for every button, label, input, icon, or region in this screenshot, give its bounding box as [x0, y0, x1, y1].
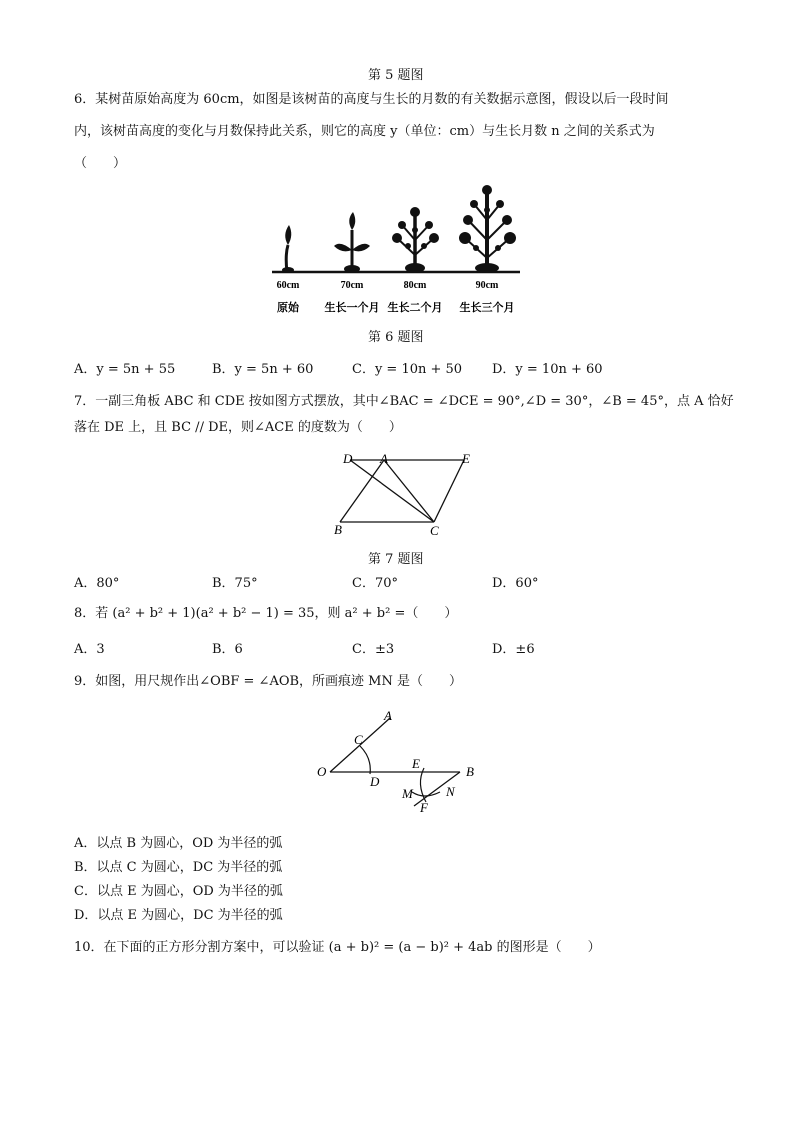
- point-C: C: [430, 523, 439, 538]
- month-label-2: 生长二个月: [387, 301, 443, 314]
- height-label-2: 80cm: [403, 280, 427, 291]
- point-A9: A: [384, 708, 392, 723]
- q6-option-a: A．y = 5n + 55: [74, 362, 176, 377]
- q9-line: 9．如图，用尺规作出∠OBF = ∠AOB，所画痕迹 MN 是（ ）: [74, 674, 462, 689]
- fig7-caption: 第 7 题图: [368, 552, 424, 567]
- q8-option-b: B．6: [212, 642, 243, 657]
- q9-option-b: B．以点 C 为圆心，DC 为半径的弧: [74, 860, 283, 875]
- fig5-caption: 第 5 题图: [368, 68, 424, 83]
- q9-option-d: D．以点 E 为圆心，DC 为半径的弧: [74, 908, 283, 923]
- q7-triangle-figure: [326, 448, 486, 540]
- point-A: A: [380, 451, 388, 466]
- point-E9: E: [412, 756, 420, 771]
- q9-construction-figure: [312, 706, 492, 818]
- month-label-1: 生长一个月: [324, 301, 380, 314]
- point-M9: M: [402, 786, 413, 801]
- q7-line2: 落在 DE 上，且 BC // DE，则∠ACE 的度数为（ ）: [74, 420, 402, 435]
- height-label-3: 90cm: [475, 280, 499, 291]
- point-B9: B: [466, 764, 474, 779]
- fig6-caption: 第 6 题图: [368, 330, 424, 345]
- tree-1: [334, 212, 370, 273]
- q7-option-a: A．80°: [74, 576, 120, 591]
- q6-option-d: D．y = 10n + 60: [492, 362, 603, 377]
- q6-tree-figure: [262, 180, 532, 320]
- q7-option-c: C．70°: [352, 576, 398, 591]
- q6-line1: 6．某树苗原始高度为 60cm，如图是该树苗的高度与生长的月数的有关数据示意图，假设以后一段时间: [74, 92, 669, 107]
- point-B: B: [334, 522, 342, 537]
- q6-option-b: B．y = 5n + 60: [212, 362, 314, 377]
- q7-option-d: D．60°: [492, 576, 539, 591]
- height-label-1: 70cm: [340, 280, 364, 291]
- point-D9: D: [370, 774, 380, 789]
- q9-option-a: A．以点 B 为圆心，OD 为半径的弧: [74, 836, 283, 851]
- month-label-3: 生长三个月: [459, 301, 515, 314]
- q7-line1: 7．一副三角板 ABC 和 CDE 按如图方式摆放，其中∠BAC = ∠DCE = 90°,∠D = 30°，∠B = 45°，点 A 恰好: [74, 394, 734, 409]
- tree-2: [392, 207, 439, 273]
- q8-option-a: A．3: [74, 642, 105, 657]
- q9-option-c: C．以点 E 为圆心，OD 为半径的弧: [74, 884, 283, 899]
- q8-option-c: C．±3: [352, 642, 395, 657]
- month-label-0: 原始: [277, 301, 299, 314]
- point-C9: C: [354, 732, 363, 747]
- tree-0: [282, 225, 294, 273]
- q10-line: 10．在下面的正方形分割方案中，可以验证 (a + b)² = (a − b)² + 4ab 的图形是（ ）: [74, 940, 601, 955]
- height-label-0: 60cm: [276, 280, 300, 291]
- q6-line2: 内，该树苗高度的变化与月数保持此关系，则它的高度 y（单位：cm）与生长月数 n 之间的关系式为: [74, 124, 655, 139]
- q6-paren: （ ）: [74, 156, 127, 171]
- tree-3: [459, 185, 516, 273]
- q6-option-c: C．y = 10n + 50: [352, 362, 463, 377]
- q8-option-d: D．±6: [492, 642, 535, 657]
- point-F9: F: [420, 800, 428, 815]
- point-N9: N: [446, 784, 455, 799]
- point-O9: O: [317, 764, 327, 779]
- q8-line: 8．若 (a² + b² + 1)(a² + b² − 1) = 35，则 a² + b² =（ ）: [74, 606, 458, 621]
- point-D: D: [343, 451, 353, 466]
- point-E: E: [462, 451, 470, 466]
- q7-option-b: B．75°: [212, 576, 258, 591]
